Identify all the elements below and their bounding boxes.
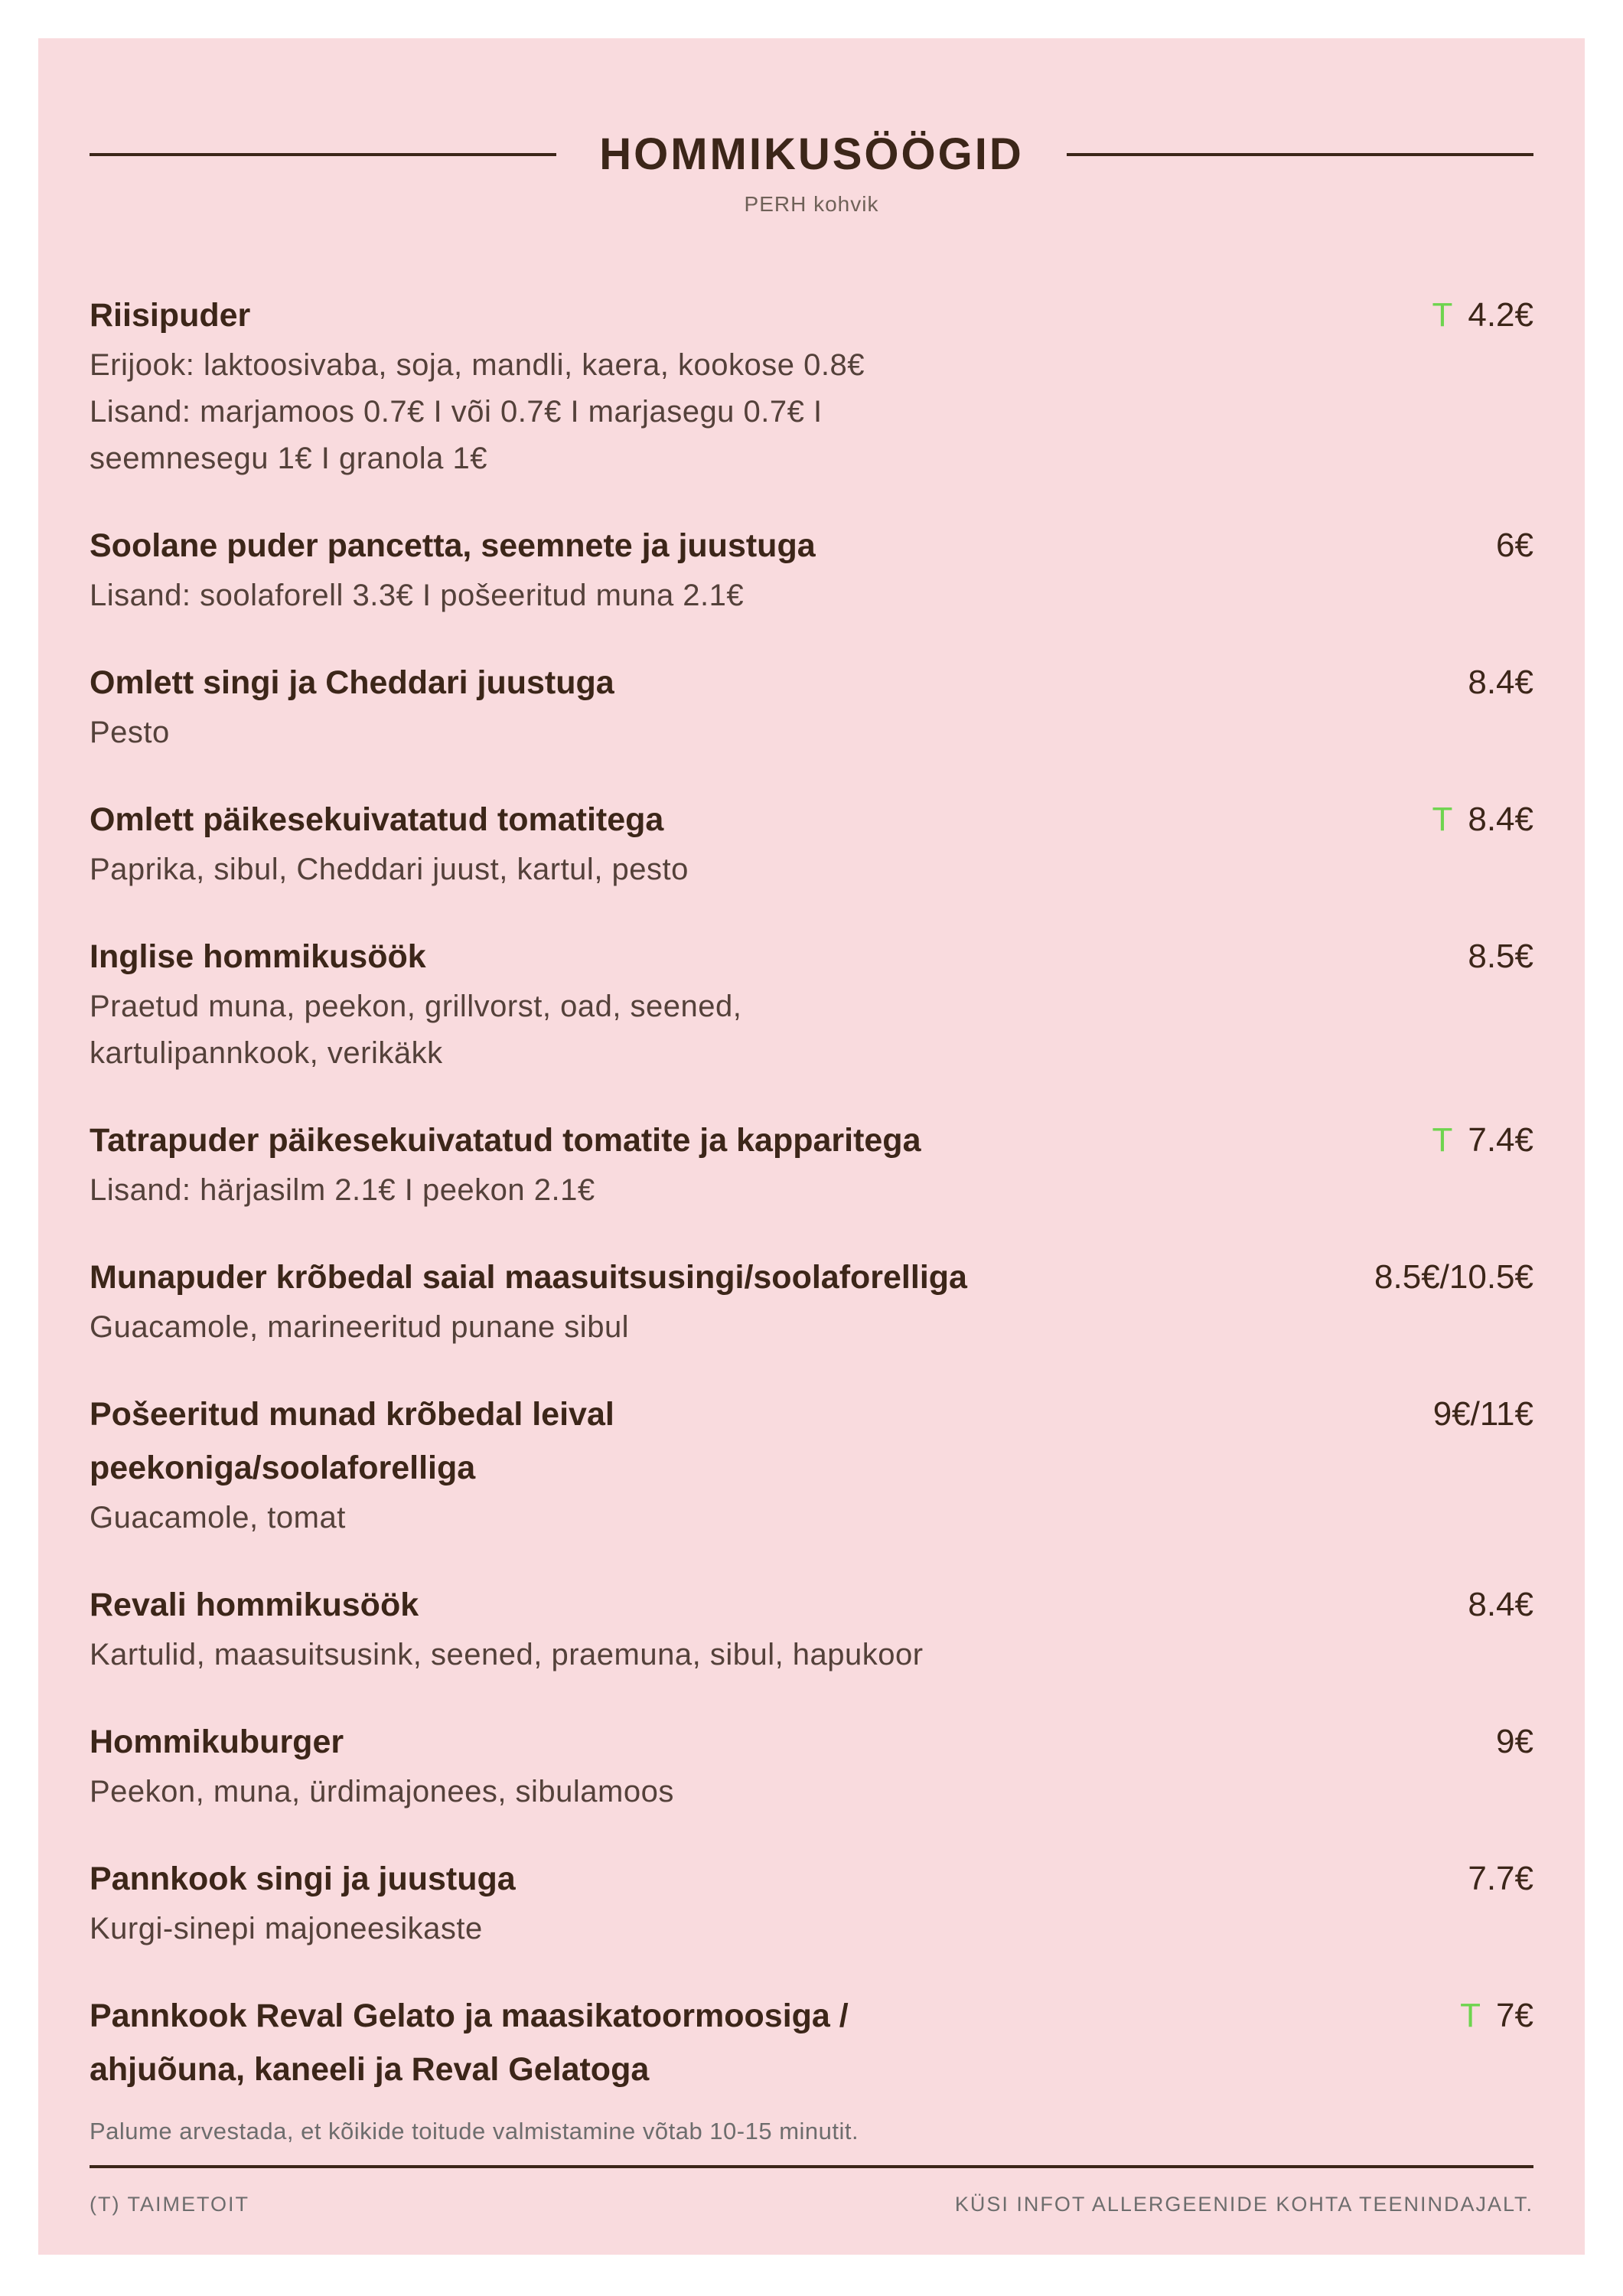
item-main xyxy=(90,793,689,893)
item-title-line: Hommikuburger xyxy=(90,1724,344,1760)
price-text: 8.4€ xyxy=(1468,664,1533,701)
item-title-line: Riisipuder xyxy=(90,297,251,334)
preparation-note: Palume arvestada, et kõikide toitude valmistamine võtab 10-15 minutit. xyxy=(90,2118,859,2144)
menu-card xyxy=(38,38,1585,2255)
item-description-line: Lisand: härjasilm 2.1€ I peekon 2.1€ xyxy=(90,1173,595,1207)
page-subtitle: PERH kohvik xyxy=(744,192,879,216)
item-title-line: Pannkook singi ja juustuga xyxy=(90,1861,516,1897)
vegetarian-badge-icon: T xyxy=(1432,296,1453,334)
menu-item xyxy=(90,1578,1533,1678)
item-main xyxy=(90,1852,516,1952)
item-title xyxy=(90,1388,614,1495)
item-description xyxy=(90,1769,674,1815)
item-description-line: Paprika, sibul, Cheddari juust, kartul, pesto xyxy=(90,853,689,886)
item-title-line: ahjuõuna, kaneeli ja Reval Gelatoga xyxy=(90,2051,650,2088)
item-price xyxy=(1468,1852,1533,1906)
vegetarian-badge-icon: T xyxy=(1432,1121,1453,1159)
item-title xyxy=(90,793,689,846)
item-price xyxy=(1432,1114,1533,1167)
item-description-line: Lisand: soolaforell 3.3€ I pošeeritud muna 2.1€ xyxy=(90,579,745,612)
price-text: 9€ xyxy=(1496,1723,1533,1760)
item-description xyxy=(90,1495,614,1541)
footer-labels xyxy=(90,2193,1533,2216)
price-text: 4.2€ xyxy=(1468,296,1533,334)
menu-item xyxy=(90,1114,1533,1214)
item-title-line: Soolane puder pancetta, seemnete ja juustuga xyxy=(90,527,816,564)
item-main xyxy=(90,1989,849,2096)
item-description-line: Peekon, muna, ürdimajonees, sibulamoos xyxy=(90,1775,674,1808)
item-description xyxy=(90,572,816,619)
price-text: 7.4€ xyxy=(1468,1121,1533,1159)
item-description-line: Praetud muna, peekon, grillvorst, oad, seened, xyxy=(90,990,742,1023)
item-description-line: Erijook: laktoosivaba, soja, mandli, kaera, kookose 0.8€ xyxy=(90,348,865,382)
item-title xyxy=(90,1251,967,1304)
item-title-line: Pošeeritud munad krõbedal leival xyxy=(90,1396,614,1433)
menu-item xyxy=(90,289,1533,482)
item-title xyxy=(90,1578,924,1632)
item-description-line: Kartulid, maasuitsusink, seened, praemuna, sibul, hapukoor xyxy=(90,1638,924,1671)
title-rule-left xyxy=(90,153,556,156)
item-price xyxy=(1432,793,1533,846)
menu-item xyxy=(90,1715,1533,1815)
menu-item xyxy=(90,519,1533,619)
footer xyxy=(90,2118,1533,2216)
item-price xyxy=(1468,656,1533,709)
item-description-line: Pesto xyxy=(90,716,170,749)
item-title xyxy=(90,656,614,709)
item-title xyxy=(90,930,741,983)
item-title-line: peekoniga/soolaforelliga xyxy=(90,1450,476,1486)
item-price xyxy=(1460,1989,1533,2043)
header xyxy=(38,38,1585,180)
item-main xyxy=(90,1114,921,1214)
item-title-line: Tatrapuder päikesekuivatatud tomatite ja kapparitega xyxy=(90,1122,921,1159)
price-text: 8.5€/10.5€ xyxy=(1374,1258,1533,1296)
item-main xyxy=(90,1388,614,1541)
vegetarian-legend: (T) TAIMETOIT xyxy=(90,2193,249,2216)
menu-item xyxy=(90,1989,1533,2096)
item-description xyxy=(90,1906,516,1952)
item-price xyxy=(1432,289,1533,342)
item-description-line: Guacamole, marineeritud punane sibul xyxy=(90,1310,630,1344)
menu-item xyxy=(90,1388,1533,1541)
price-text: 8.4€ xyxy=(1468,1586,1533,1623)
item-main xyxy=(90,1578,924,1678)
menu-item xyxy=(90,793,1533,893)
item-title xyxy=(90,1114,921,1167)
item-title-line: Inglise hommikusöök xyxy=(90,938,426,975)
item-title xyxy=(90,1715,674,1769)
item-price xyxy=(1374,1251,1533,1304)
item-main xyxy=(90,656,614,756)
item-price xyxy=(1496,519,1533,572)
allergen-info: KÜSI INFOT ALLERGEENIDE KOHTA TEENINDAJALT. xyxy=(954,2193,1533,2216)
menu-item xyxy=(90,656,1533,756)
page-title: HOMMIKUSÖÖGID xyxy=(599,129,1024,179)
footer-rule xyxy=(90,2165,1533,2168)
menu-list xyxy=(38,289,1585,2096)
price-text: 7€ xyxy=(1496,1997,1533,2034)
item-title xyxy=(90,289,865,342)
item-main xyxy=(90,1715,674,1815)
vegetarian-badge-icon: T xyxy=(1460,1997,1481,2034)
item-description-line: Kurgi-sinepi majoneesikaste xyxy=(90,1912,483,1945)
price-text: 9€/11€ xyxy=(1432,1395,1533,1433)
item-description xyxy=(90,1167,921,1214)
item-main xyxy=(90,930,741,1077)
item-title-line: Munapuder krõbedal saial maasuitsusingi/soolaforelliga xyxy=(90,1259,967,1296)
price-text: 8.4€ xyxy=(1468,801,1533,838)
item-description xyxy=(90,709,614,756)
price-text: 6€ xyxy=(1496,527,1533,564)
item-description-line: kartulipannkook, verikäkk xyxy=(90,1036,443,1070)
item-price xyxy=(1468,1578,1533,1632)
item-description-line: Lisand: marjamoos 0.7€ I või 0.7€ I marjasegu 0.7€ I xyxy=(90,395,823,429)
price-text: 8.5€ xyxy=(1468,938,1533,975)
menu-item xyxy=(90,930,1533,1077)
item-description-line: Guacamole, tomat xyxy=(90,1501,346,1534)
menu-item xyxy=(90,1852,1533,1952)
item-title-line: Revali hommikusöök xyxy=(90,1587,419,1623)
title-rule-right xyxy=(1067,153,1533,156)
item-description-line: seemnesegu 1€ I granola 1€ xyxy=(90,442,488,475)
menu-item xyxy=(90,1251,1533,1351)
price-text: 7.7€ xyxy=(1468,1860,1533,1897)
item-title xyxy=(90,519,816,572)
item-title-line: Omlett päikesekuivatatud tomatitega xyxy=(90,801,664,838)
item-price xyxy=(1496,1715,1533,1769)
item-main xyxy=(90,289,865,482)
item-description xyxy=(90,342,865,482)
item-description xyxy=(90,983,741,1077)
item-main xyxy=(90,519,816,619)
item-title xyxy=(90,1852,516,1906)
item-price xyxy=(1468,930,1533,983)
vegetarian-badge-icon: T xyxy=(1432,801,1453,838)
item-description xyxy=(90,1632,924,1678)
item-title-line: Pannkook Reval Gelato ja maasikatoormoosiga / xyxy=(90,1998,849,2034)
item-title xyxy=(90,1989,849,2096)
item-description xyxy=(90,1304,967,1351)
item-title-line: Omlett singi ja Cheddari juustuga xyxy=(90,664,614,701)
item-description xyxy=(90,846,689,893)
item-price xyxy=(1433,1388,1533,1441)
item-main xyxy=(90,1251,967,1351)
